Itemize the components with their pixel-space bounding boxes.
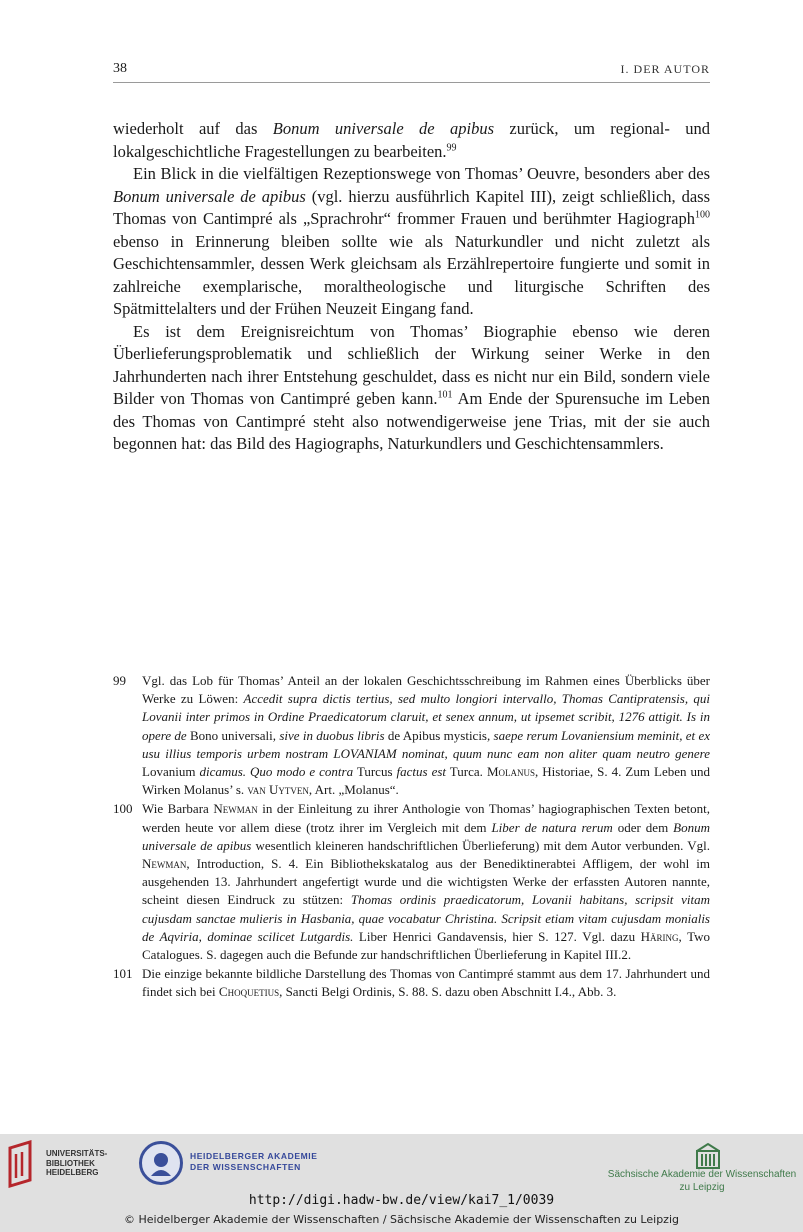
- text-run: ebenso in Erinnerung bleiben sollte wie als Naturkundler und nicht zuletzt als Geschichtensammler, dessen Werk gleichsam als Erzählrepertoire fungierte und somit in zahlreiche exemplarische, moraltheologische und liturgische Schriften des Spätmittelalters und der Frühen Neuzeit Eingang fand.: [113, 231, 710, 318]
- author-name: Newman: [142, 856, 187, 872]
- author-name: van Uytven: [247, 782, 309, 798]
- text-run: de Apibus mysticis: [384, 727, 487, 743]
- paragraph-3: [113, 321, 710, 456]
- text-run: , Historiae, S. 4. Zum Leben und Wirken Molanus’ s.: [142, 764, 710, 798]
- text-run: Bono universali: [186, 727, 273, 743]
- footer-band: [0, 1134, 803, 1232]
- text-run: , Introduction, S. 4. Ein Bibliothekskatalog aus der Benediktinerabtei Affligem, der wohl im ausgehenden 13. Jahrhundert angefertigt wurde und die wichtigsten Werke der erfassten Autoren nannte, scheint diesen Eindruck zu stützen:: [142, 856, 710, 908]
- text-run: Ein Blick in die vielfältigen Rezeptionswege von Thomas’ Oeuvre, besonders aber des: [133, 164, 710, 183]
- copyright-notice: © Heidelberger Akademie der Wissenschaften / Sächsische Akademie der Wissenschaften zu Leipzig: [123, 1213, 679, 1226]
- text-run: in der Einleitung zu ihrer Anthologie von Thomas’ hagiographischen Texten betont, werden heute vor allem diese (trotz ihrer im Vergleich mit dem: [142, 801, 710, 835]
- text-run: , Art. „Molanus“.: [308, 782, 399, 798]
- latin-quote: , saepe rerum Lovaniensium meminit, et ex usu illius temporis urbem nostram LOVANIAM nominat, quum nunc eam non aliter quam neutro genere: [142, 727, 711, 761]
- ub-logo-text[interactable]: UNIVERSITÄTS- BIBLIOTHEK HEIDELBERG: [46, 1149, 108, 1177]
- text-run: Am Ende der Spurensuche im Leben des Thomas von Cantimpré steht also notwendigerweise jene Trias, mit der sie auch begonnen hat: das Bild des Hagiographs, Naturkundlers und Geschichtensammlers.: [113, 389, 710, 453]
- text-run: oder dem: [612, 819, 674, 835]
- text-run: Die einzige bekannte bildliche Darstellung des Thomas von Cantimpré stammt aus dem 17. Jahrhundert und findet sich bei: [142, 966, 710, 1000]
- italic-title: Bonum universale de apibus: [142, 819, 710, 853]
- footnote-ref-99[interactable]: 99: [446, 142, 457, 153]
- footnote-99: [113, 672, 710, 799]
- text-run: , Two Catalogues. S. dagegen auch die Befunde zur handschriftlichen Überlieferung in Kapitel III.2.: [142, 928, 710, 963]
- footnote-ref-100[interactable]: 100: [695, 209, 710, 221]
- italic-title: Bonum universale de apibus: [272, 119, 495, 138]
- text-run: zurück, um regional- und lokalgeschichtliche Fragestellungen zu bearbeiten.: [113, 119, 710, 161]
- footnote-101: [113, 965, 710, 1001]
- hadw-logo-text[interactable]: HEIDELBERGER AKADEMIE DER WISSENSCHAFTEN: [190, 1151, 318, 1172]
- text-run: Liber Henrici Gandavensis, hier S. 127. Vgl. dazu: [353, 928, 641, 944]
- ub-heidelberg-logo-icon[interactable]: [8, 1140, 38, 1188]
- text-run: (vgl. hierzu ausführlich Kapitel III), zeigt schließlich, dass Thomas von Cantimpré als „Sprachrohr“ frommer Frauen und berühmter Hagiograph: [113, 186, 710, 228]
- paragraph-2: [113, 163, 710, 321]
- paragraph-1: [113, 118, 710, 163]
- author-name: Choquetius: [218, 984, 280, 1000]
- latin-quote: , sive in duobus libris: [272, 727, 385, 743]
- author-name: Häring: [640, 928, 679, 944]
- footnote-number: 101: [113, 966, 133, 982]
- text-run: Turcus: [353, 764, 397, 780]
- running-title: I. DER AUTOR: [620, 62, 710, 76]
- saw-building-icon[interactable]: [694, 1142, 722, 1170]
- text-run: wesentlich kleineren handschriftlichen Überlieferung) mit dem Autor verbunden. Vgl.: [251, 837, 711, 853]
- footnotes: [113, 672, 710, 1003]
- footnote-number: 99: [113, 673, 126, 688]
- italic-title: Bonum universale de apibus: [113, 186, 306, 206]
- hadw-seal-icon[interactable]: [139, 1141, 183, 1185]
- text-run: wiederholt auf das: [113, 119, 273, 138]
- running-header: [113, 60, 710, 83]
- source-url[interactable]: http://digi.hadw-bw.de/view/kai7_1/0039: [248, 1193, 555, 1208]
- footnote-100: [113, 800, 710, 964]
- footnote-number: 100: [113, 801, 133, 817]
- main-text: [113, 118, 710, 456]
- page-number: 38: [113, 61, 127, 76]
- text-run: Es ist dem Ereignisreichtum von Thomas’ Biographie ebenso wie deren Überlieferungsproblematik und schließlich der Wirkung seiner Werke in den Jahrhunderten nach ihrer Entstehung geschuldet, dass es nicht nur ein Bild, sondern viele Bilder von Thomas von Cantimpré geben kann.: [113, 321, 710, 408]
- saw-logo-text[interactable]: Sächsische Akademie der Wissenschaften zu Leipzig: [607, 1169, 797, 1193]
- author-name: Newman: [213, 801, 258, 817]
- latin-quote: Accedit supra dictis tertius, sed multo longiori intervallo, Thomas Cantipratensis, qui Lovanii inter primos in Ordine Praedicatorum claruit, et senex annum, ut ipsemet scribit, 1276 attigit. Is in opere de: [142, 691, 710, 743]
- latin-quote: dicamus. Quo modo e contra: [199, 764, 354, 780]
- footnote-ref-101[interactable]: 101: [437, 389, 453, 401]
- latin-quote: Thomas ordinis praedicatorum, Lovanii habitans, scripsit vitam cujusdam sanctae mulieris in Hasbania, quae vocabatur Christina. Scripsit etiam vitam cujusdam monialis de Aqviria, dominae scilicet Lutgardis.: [142, 892, 710, 944]
- latin-quote: factus est: [396, 764, 447, 780]
- text-run: Turca.: [446, 764, 487, 780]
- text-run: Wie Barbara: [142, 801, 214, 817]
- text-run: , Sancti Belgi Ordinis, S. 88. S. dazu oben Abschnitt I.4., Abb. 3.: [279, 984, 617, 1000]
- text-run: Vgl. das Lob für Thomas’ Anteil an der lokalen Geschichtsschreibung im Rahmen eines Überblicks über Werke zu Löwen:: [142, 673, 710, 707]
- italic-title: Liber de natura rerum: [491, 819, 613, 835]
- author-name: Molanus: [486, 764, 535, 780]
- text-run: Lovanium: [142, 764, 200, 780]
